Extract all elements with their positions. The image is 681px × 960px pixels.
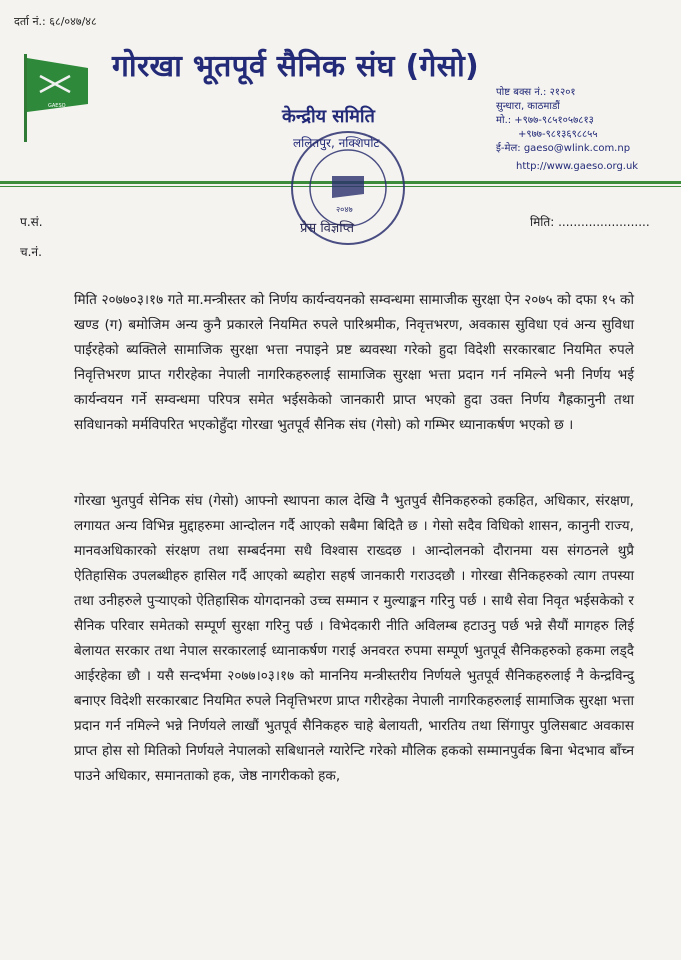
phone-2: +९७७-९८१३६९८८५५ [518,129,598,140]
date-field: मिति: ........................ [530,215,650,229]
contact-block [496,86,639,172]
reference-label: प.सं. [20,215,43,229]
dispatch-label: च.नं. [20,245,42,259]
committee-location: ललितपुर, नक्शिपोट [293,136,380,150]
body-paragraph-2: गोरखा भुतपुर्व सेनिक संघ (गेसो) आफ्नो स्थापना काल देखि नै भुतपुर्व सैनिकहरुको हकहित, अधिकार, संरक्षण, लगायत अन्य विभिन्न मुद्दाहरुमा आन्दोलन गर्दै आएको सबैमा बिदितै छ । गेसो सदैव विधिको शासन, कानुनी राज्य, मानवअधिकारको संरक्षण तथा सम्बर्दनमा सधै विश्वास राख्दछ । आन्दोलनको दौरानमा यस संगठनले थुप्रै ऐतिहासिक उपलब्धीहरु हासिल गर्दै आएको ब्यहोरा सहर्ष जानकारी गराउदछौ । गोरखा सैनिकहरुको त्याग तपस्या तथा उनीहरुले पुऱ्याएको ऐतिहासिक योगदानको उच्च सम्मान र मुल्याङ्कन गरिनु पर्छ । साथै सेवा निवृत भईसकेको र सैनिक परिवार समेतको सम्पूर्ण सुरक्षा गरिनु पर्छ । विभेदकारी नीति अविलम्ब हटाउनु पर्छ भन्ने सैयौं मागहरु लिई बेलायत सरकार तथा नेपाल सरकारलाई ध्यानाकर्षण गराई अनवरत रुपमा सम्पूर्ण भुतपूर्व सैनिकहरुको हकमा लड्दै आईरहेका छौ । यसै सन्दर्भमा २०७७।०३।१७ को माननिय मन्त्रीस्तरीय निर्णयले भुतपूर्व सैनिकहरुलाई नै केन्द्रविन्दु बनाएर विदेशी सरकारबाट नियमित रुपले निवृत्तिभरण प्राप्त गरीरहेका नेपाली नागरिकहरुलाई सामाजिक सुरक्षा भत्ता प्रदान गर्न नमिल्ने भन्ने निर्णयले लाखौं भुतपूर्व सैनिकहरु चाहे बेलायती, भारतिय तथा सिंगापुर पुलिसबाट अवकास प्राप्त होस सो मितिको निर्णयले नेपालको सबिधानले ग्यारेन्टि गरेको मौलिक हकको सम्मानपुर्वक बिना भेदभाव बाँच्न पाउने अधिकार, समानताको हक, जेष्ठ नागरीकको हक, [74,493,634,784]
seal-year: २०४७ [336,205,353,214]
website: http://www.gaeso.org.uk [516,161,639,172]
body-paragraph-1: मिति २०७७०३।१७ गते मा.मन्त्रीस्तर को निर्णय कार्यन्वयनको सम्वन्धमा सामाजीक सुरक्षा ऐन २०७५ को दफा १५ को खण्ड (ग) बमोजिम अन्य कुनै प्रकारले नियमित रुपले पारिश्रमीक, निवृत्तभरण, अवकास सुविधा एवं अन्य सुविधा पाईरहेको ब्यक्तिले सामाजिक सुरक्षा भत्ता नपाइने प्रष्ट ब्यवस्था गरेको हुदा विदेशी सरकारबाट नियमित रुपले निवृत्तिभरण प्राप्त गरीरहेका नेपाली नागरिकहरुलाई सामाजिक सुरक्षा भत्ता प्रदान गर्न नमिल्ने भनी निर्णय भई कार्यन्वयन गर्ने सम्वन्धमा परिपत्र समेत भईसकेको जानकारी प्राप्त भएको हुदा उक्त निर्णय गैह्रकानुनी तथा सविधानको मर्मविपरित भएकोहुँदा गोरखा भुतपूर्व सैनिक संघ (गेसो) को गम्भिर ध्यानाकर्षण भएको छ । [74,292,634,433]
po-box: पोष्ट बक्स नं.: २१२०१ [496,87,576,98]
press-release-heading: प्रेस विज्ञप्ति [300,221,355,236]
committee-name: केन्द्रीय समिति [282,106,375,127]
flag-caption: GAESO [48,103,66,109]
gaeso-flag-logo [18,52,90,144]
registration-number: दर्ता नं.: ६८/०४७/४८ [14,15,97,28]
email: ई-मेल: gaeso@wlink.com.np [496,143,631,154]
address: सुन्धारा, काठमाडौं [496,101,560,112]
organization-name: गोरखा भूतपूर्व सैनिक संघ (गेसो) [112,49,480,84]
phone-1: मो.: +९७७-९८५१०५७८१३ [496,115,594,126]
